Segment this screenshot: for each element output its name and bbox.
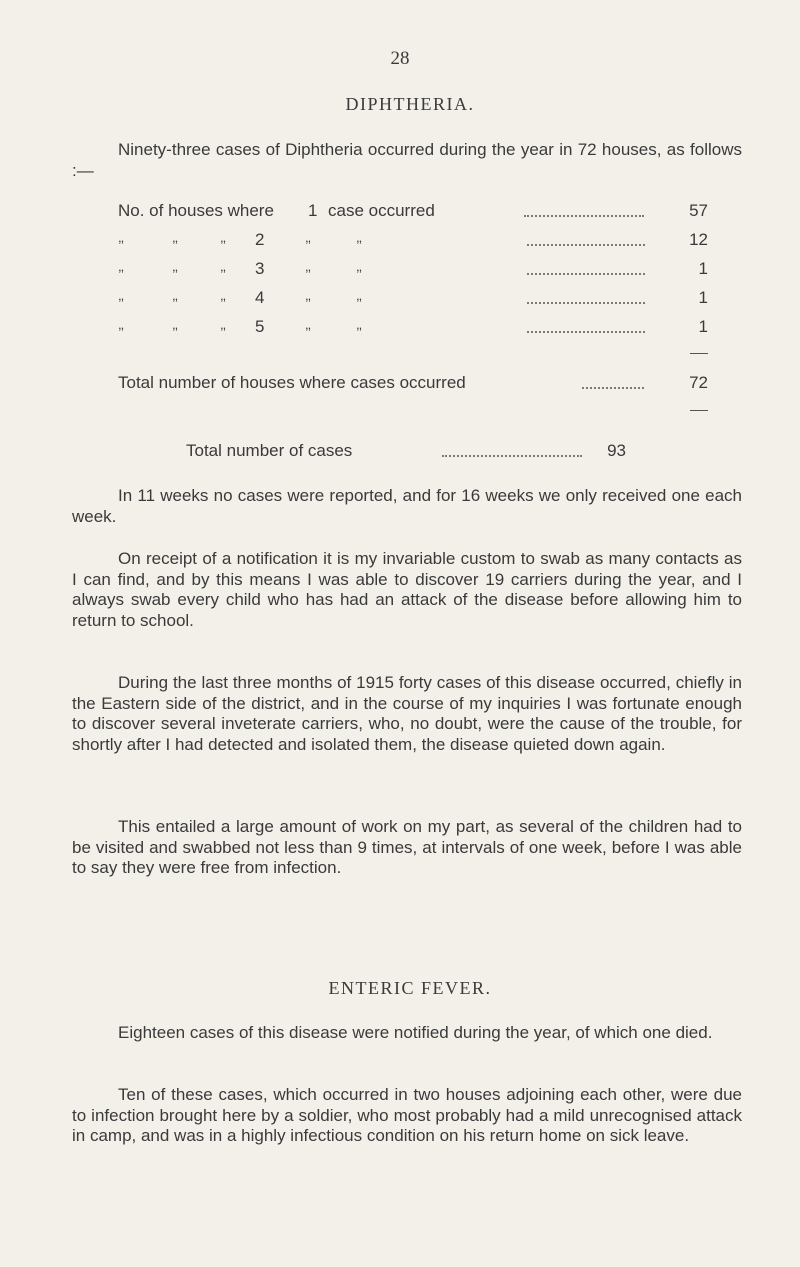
ditto-mark: ,, [220, 317, 226, 332]
table-row [0, 288, 800, 312]
table-row [0, 201, 800, 225]
ditto-mark: ,, [305, 317, 311, 332]
diphtheria-heading: DIPHTHERIA. [345, 94, 475, 114]
row-label-prefix: No. of houses where [118, 201, 274, 220]
total-cases-value: 93 [607, 441, 626, 460]
row-cases: 4 [255, 288, 265, 307]
ditto-mark: ,, [118, 317, 124, 332]
row-cases: 1 [308, 201, 318, 220]
row-houses: 57 [689, 201, 708, 220]
row-cases: 3 [255, 259, 265, 278]
row-houses: 1 [698, 288, 708, 307]
total-cases-row [0, 441, 800, 465]
paragraph-text: Eighteen cases of this disease were notified during the year, of which one died. [118, 1023, 713, 1042]
ditto-mark: ,, [118, 259, 124, 274]
paragraph [72, 1085, 742, 1147]
total-houses-row [0, 373, 800, 397]
ditto-mark: ,, [356, 259, 362, 274]
ditto-mark: ,, [356, 288, 362, 303]
paragraph [72, 486, 742, 527]
ditto-mark: ,, [172, 317, 178, 332]
paragraph [72, 673, 742, 755]
ditto-mark: ,, [172, 259, 178, 274]
total-houses-value: 72 [689, 373, 708, 392]
ditto-mark: ,, [305, 259, 311, 274]
leader-dots [527, 331, 645, 333]
row-houses: 1 [698, 317, 708, 336]
leader-dots [582, 387, 644, 389]
paragraph-text: Ten of these cases, which occurred in two houses adjoining each other, were due to infection brought here by a soldier, who most probably had a mild unrecognised attack in camp, and was in a highly infectious condition on his return home on sick leave. [72, 1085, 742, 1145]
paragraph-text: This entailed a large amount of work on my part, as several of the children had to be visited and swabbed not less than 9 times, at intervals of one week, before I was able to say they were free from infection. [72, 817, 742, 877]
ditto-mark: ,, [220, 288, 226, 303]
row-houses: 12 [689, 230, 708, 249]
ditto-mark: ,, [172, 288, 178, 303]
ditto-mark: ,, [305, 288, 311, 303]
ditto-mark: ,, [118, 288, 124, 303]
paragraph [72, 1023, 742, 1044]
sum-rule [690, 410, 708, 411]
paragraph-text: On receipt of a notification it is my invariable custom to swab as many contacts as I can find, and by this means I was able to discover 19 carriers during the year, and I always swab every child who has had an attack of the disease before allowing him to return to school. [72, 549, 742, 630]
paragraph-text: In 11 weeks no cases were reported, and for 16 weeks we only received one each week. [72, 486, 742, 526]
leader-dots [527, 302, 645, 304]
paragraph-text: During the last three months of 1915 forty cases of this disease occurred, chiefly in the Eastern side of the district, and in the course of my inquiries I was fortunate enough to discover several inveterate carriers, who, no doubt, were the cause of the trouble, for shortly after I had detected and isolated them, the disease quieted down again. [72, 673, 742, 754]
table-row [0, 230, 800, 254]
page-number: 28 [390, 48, 410, 69]
enteric-heading: ENTERIC FEVER. [328, 978, 492, 998]
total-cases-label: Total number of cases [186, 441, 353, 460]
ditto-mark: ,, [305, 230, 311, 245]
leader-dots [442, 455, 582, 457]
paragraph [72, 817, 742, 879]
leader-dots [524, 215, 644, 217]
paragraph [72, 549, 742, 631]
ditto-mark: ,, [356, 317, 362, 332]
sum-rule [690, 353, 708, 354]
intro-text: Ninety-three cases of Diphtheria occurred during the year in 72 houses, as follows :— [72, 140, 742, 180]
ditto-mark: ,, [356, 230, 362, 245]
leader-dots [527, 244, 645, 246]
ditto-mark: ,, [118, 230, 124, 245]
ditto-mark: ,, [220, 230, 226, 245]
total-houses-label: Total number of houses where cases occurred [118, 373, 466, 392]
ditto-mark: ,, [172, 230, 178, 245]
row-cases: 2 [255, 230, 265, 249]
table-row [0, 259, 800, 283]
leader-dots [527, 273, 645, 275]
table-row [0, 317, 800, 341]
row-case-word: case occurred [328, 201, 435, 220]
row-houses: 1 [698, 259, 708, 278]
ditto-mark: ,, [220, 259, 226, 274]
diphtheria-intro [72, 140, 742, 181]
row-cases: 5 [255, 317, 265, 336]
